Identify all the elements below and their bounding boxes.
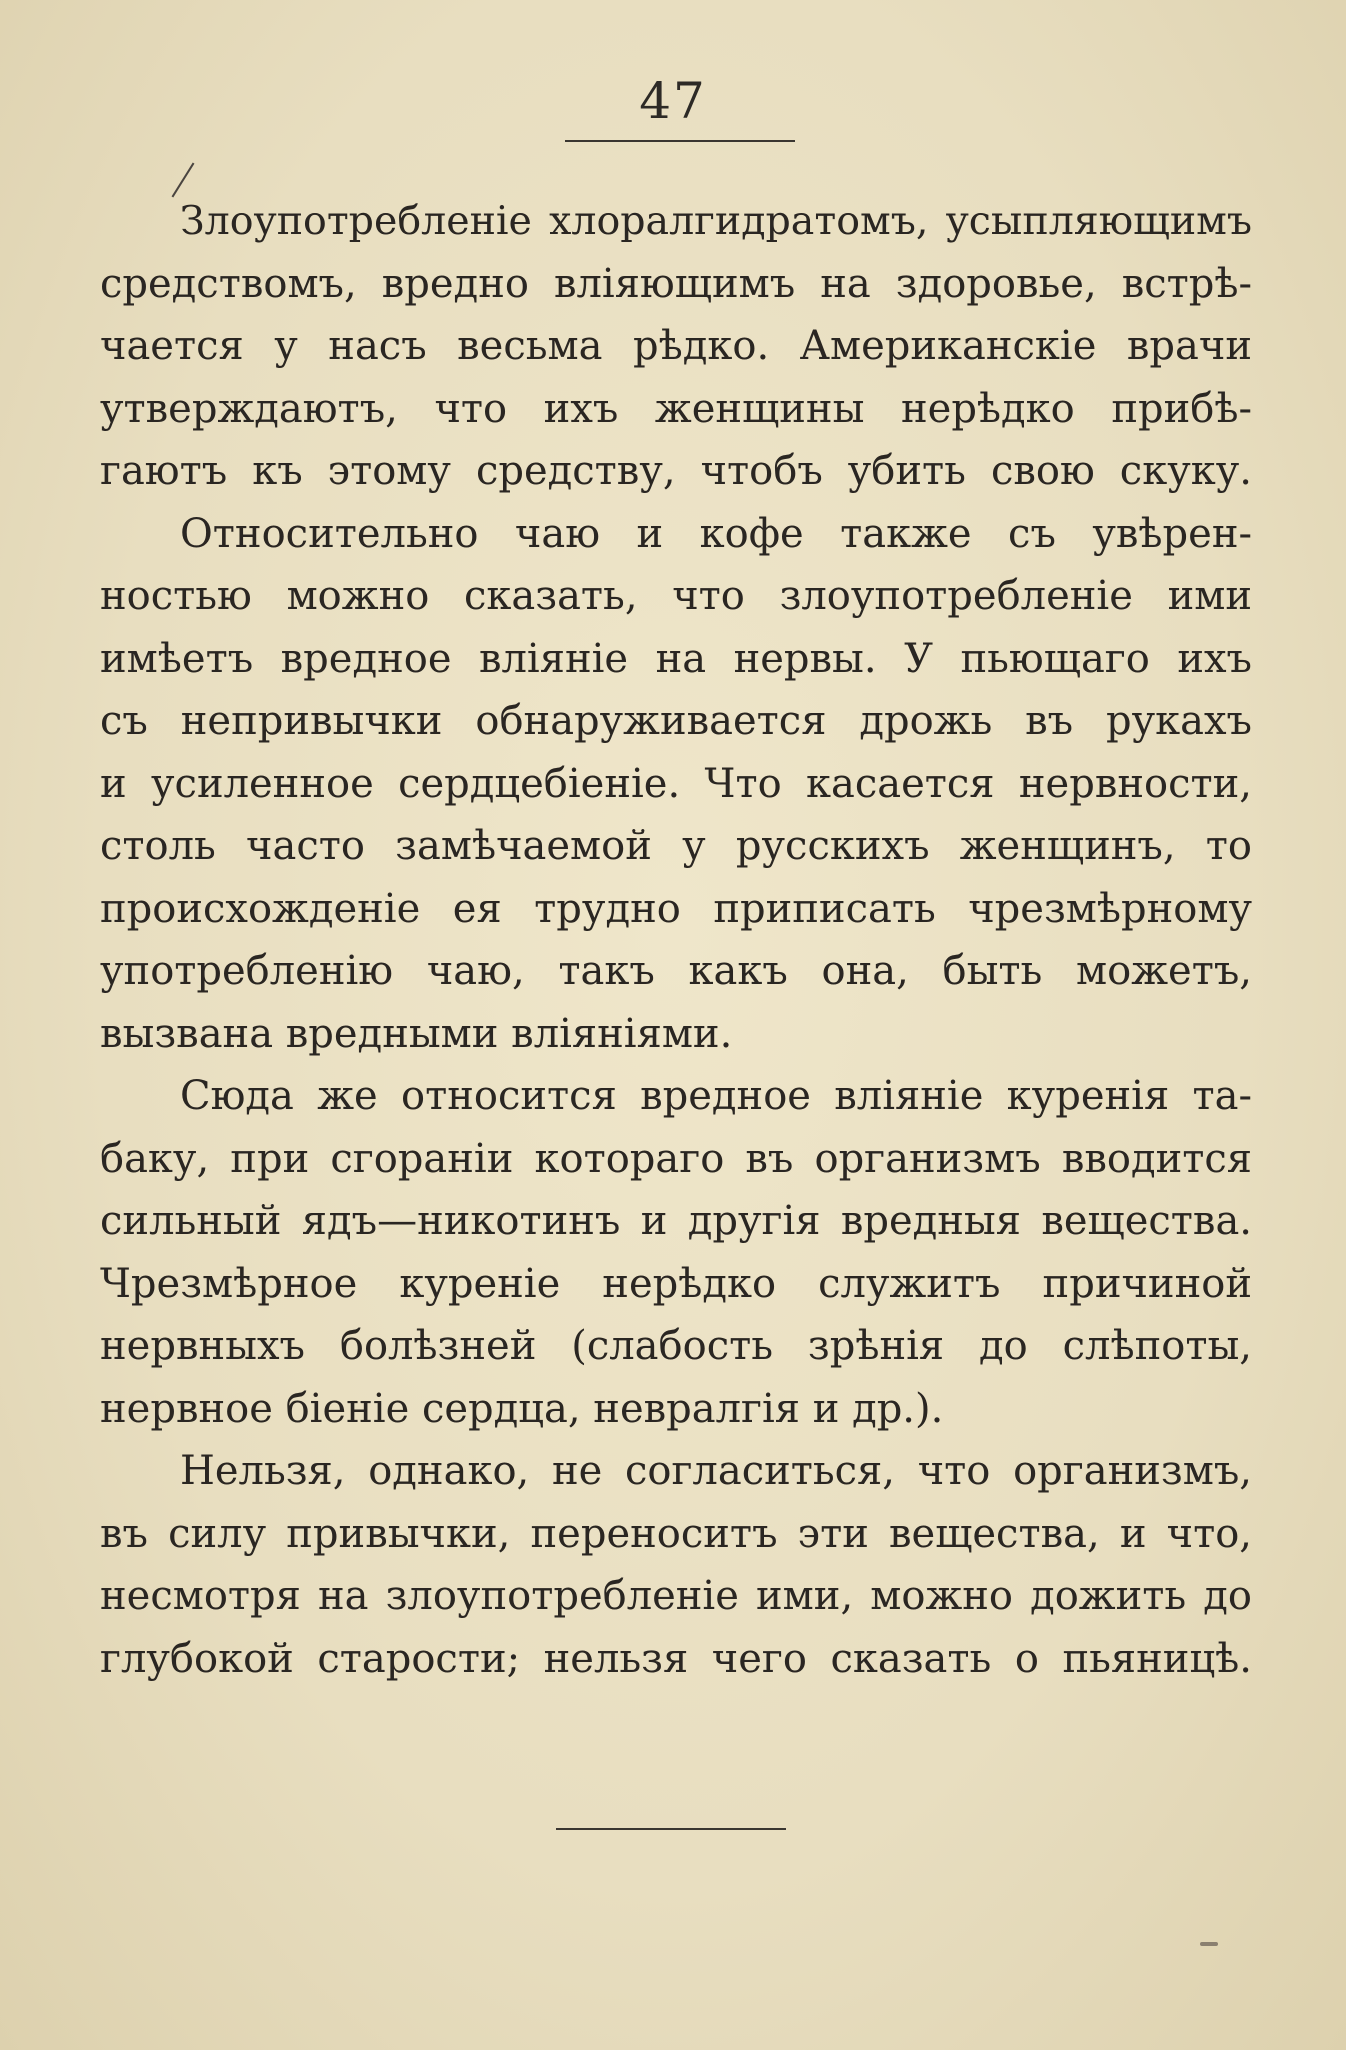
text-line: Нельзя, однако, не согласиться, что организмъ, [180, 1448, 1252, 1494]
text-line: несмотря на злоупотребленіе ими, можно дожить до [100, 1573, 1252, 1619]
paragraph [100, 503, 1252, 1066]
header-rule [565, 140, 795, 142]
text-line: чается у насъ весьма рѣдко. Американскіе врачи [100, 323, 1252, 369]
page-number: 47 [639, 72, 707, 130]
paragraph [100, 190, 1252, 503]
text-line: вызвана вредными вліяніями. [100, 1010, 733, 1057]
paragraph [100, 1065, 1252, 1440]
text-line: Относительно чаю и кофе также съ увѣрен- [180, 510, 1252, 557]
text-line: баку, при сгораніи котораго въ организмъ вводится [100, 1135, 1252, 1182]
text-line: имѣетъ вредное вліяніе на нервы. У пьющаго ихъ [100, 635, 1252, 682]
text-line: средствомъ, вредно вліяющимъ на здоровье, встрѣ- [100, 260, 1252, 307]
text-line: Чрезмѣрное куреніе нерѣдко служитъ причиной [100, 1260, 1252, 1307]
paper-speck [1200, 1942, 1218, 1946]
text-line: употребленію чаю, такъ какъ она, быть можетъ, [100, 948, 1252, 994]
body-text [100, 190, 1252, 1690]
text-line: Сюда же относится вредное вліяніе куренія та- [180, 1073, 1252, 1119]
text-line: ностью можно сказать, что злоупотребленіе ими [100, 573, 1252, 619]
text-line: въ силу привычки, переноситъ эти вещества, и что, [100, 1510, 1252, 1557]
text-line: Злоупотребленіе хлоралгидратомъ, усыпляющимъ [180, 198, 1252, 244]
text-line: нервное біеніе сердца, невралгія и др.). [100, 1385, 944, 1432]
text-line: и усиленное сердцебіеніе. Что касается нервности, [100, 760, 1252, 807]
text-line: гаютъ къ этому средству, чтобъ убить свою скуку. [100, 448, 1252, 494]
text-line: происхожденіе ея трудно приписать чрезмѣрному [100, 885, 1252, 932]
text-line: столь часто замѣчаемой у русскихъ женщинъ, то [100, 823, 1252, 869]
text-line: глубокой старости; нельзя чего сказать о пьяницѣ. [100, 1635, 1252, 1682]
text-line: утверждаютъ, что ихъ женщины нерѣдко прибѣ- [100, 385, 1252, 432]
text-line: съ непривычки обнаруживается дрожь въ рукахъ [100, 698, 1252, 744]
text-line: сильный ядъ—никотинъ и другія вредныя вещества. [100, 1198, 1252, 1244]
footer-rule [556, 1828, 786, 1830]
text-line: нервныхъ болѣзней (слабость зрѣнія до слѣпоты, [100, 1323, 1252, 1369]
paragraph [100, 1440, 1252, 1690]
